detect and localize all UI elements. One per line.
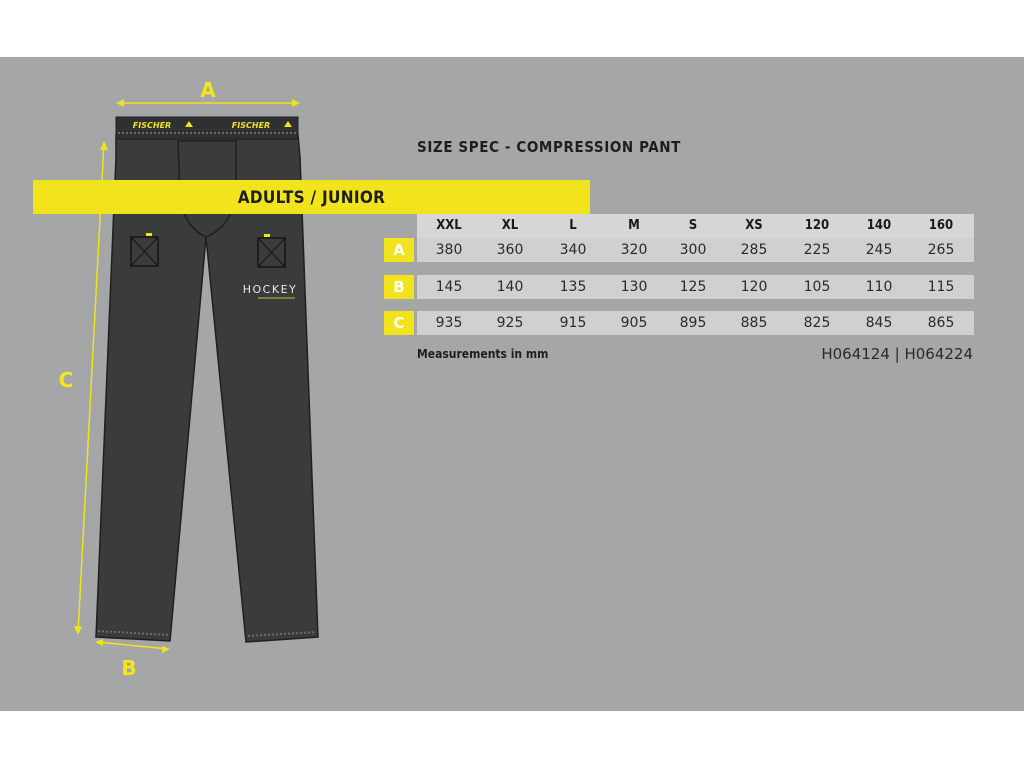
table-row <box>417 311 974 335</box>
table-row <box>417 238 974 262</box>
table-cell: 905 <box>620 315 648 331</box>
size-header-cell: S <box>688 218 698 233</box>
arrow-left-icon <box>95 639 103 646</box>
size-header-cell: M <box>628 218 640 233</box>
waistband-logo-left: FISCHER <box>132 121 172 130</box>
table-cell: 925 <box>496 315 524 331</box>
size-header-cell: 120 <box>804 218 830 233</box>
table-cell: 140 <box>496 279 524 295</box>
arrow-right-icon <box>292 99 300 107</box>
table-cell: 865 <box>927 315 955 331</box>
hockey-leg-text: HOCKEY <box>242 283 298 296</box>
table-cell: 300 <box>679 242 707 258</box>
arrow-down-icon <box>74 626 82 635</box>
table-cell: 145 <box>435 279 463 295</box>
table-cell: 135 <box>559 279 587 295</box>
table-cell: 845 <box>865 315 893 331</box>
table-cell: 125 <box>679 279 707 295</box>
arrow-up-icon <box>100 141 108 150</box>
table-cell: 105 <box>803 279 831 295</box>
measurement-note: Measurements in mm <box>417 347 549 361</box>
size-header-cell: 140 <box>866 218 892 233</box>
table-cell: 225 <box>803 242 831 258</box>
table-cell: 265 <box>927 242 955 258</box>
size-header-cell: XL <box>501 218 519 233</box>
dimension-b-label: B <box>121 656 137 680</box>
arrow-right-icon <box>162 646 170 653</box>
table-cell: 825 <box>803 315 831 331</box>
dimension-c-label: C <box>58 368 74 392</box>
table-cell: 340 <box>559 242 587 258</box>
dimension-b-line <box>97 642 168 649</box>
table-cell: 380 <box>435 242 463 258</box>
dimension-a-label: A <box>200 78 216 102</box>
arrow-left-icon <box>116 99 124 107</box>
row-key-b: B <box>384 275 414 299</box>
table-cell: 285 <box>740 242 768 258</box>
size-header-cell: L <box>569 218 577 233</box>
size-header-row <box>417 214 974 238</box>
table-cell: 915 <box>559 315 587 331</box>
row-key-c: C <box>384 311 414 335</box>
table-cell: 130 <box>620 279 648 295</box>
size-header-cell: XXL <box>436 218 462 233</box>
table-cell: 120 <box>740 279 768 295</box>
table-cell: 115 <box>927 279 955 295</box>
row-key-a: A <box>384 238 414 262</box>
product-codes: H064124 | H064224 <box>821 345 973 363</box>
size-group-header: ADULTS / JUNIOR <box>33 180 590 214</box>
size-header-cell: XS <box>745 218 763 233</box>
table-cell: 110 <box>865 279 893 295</box>
pant-illustration <box>0 57 400 711</box>
table-cell: 245 <box>865 242 893 258</box>
table-cell: 320 <box>620 242 648 258</box>
table-cell: 885 <box>740 315 768 331</box>
table-cell: 935 <box>435 315 463 331</box>
table-row <box>417 275 974 299</box>
waistband-logo-right: FISCHER <box>231 121 271 130</box>
size-header-cell: 160 <box>928 218 954 233</box>
table-cell: 360 <box>496 242 524 258</box>
page-title: SIZE SPEC - COMPRESSION PANT <box>417 138 681 156</box>
table-cell: 895 <box>679 315 707 331</box>
